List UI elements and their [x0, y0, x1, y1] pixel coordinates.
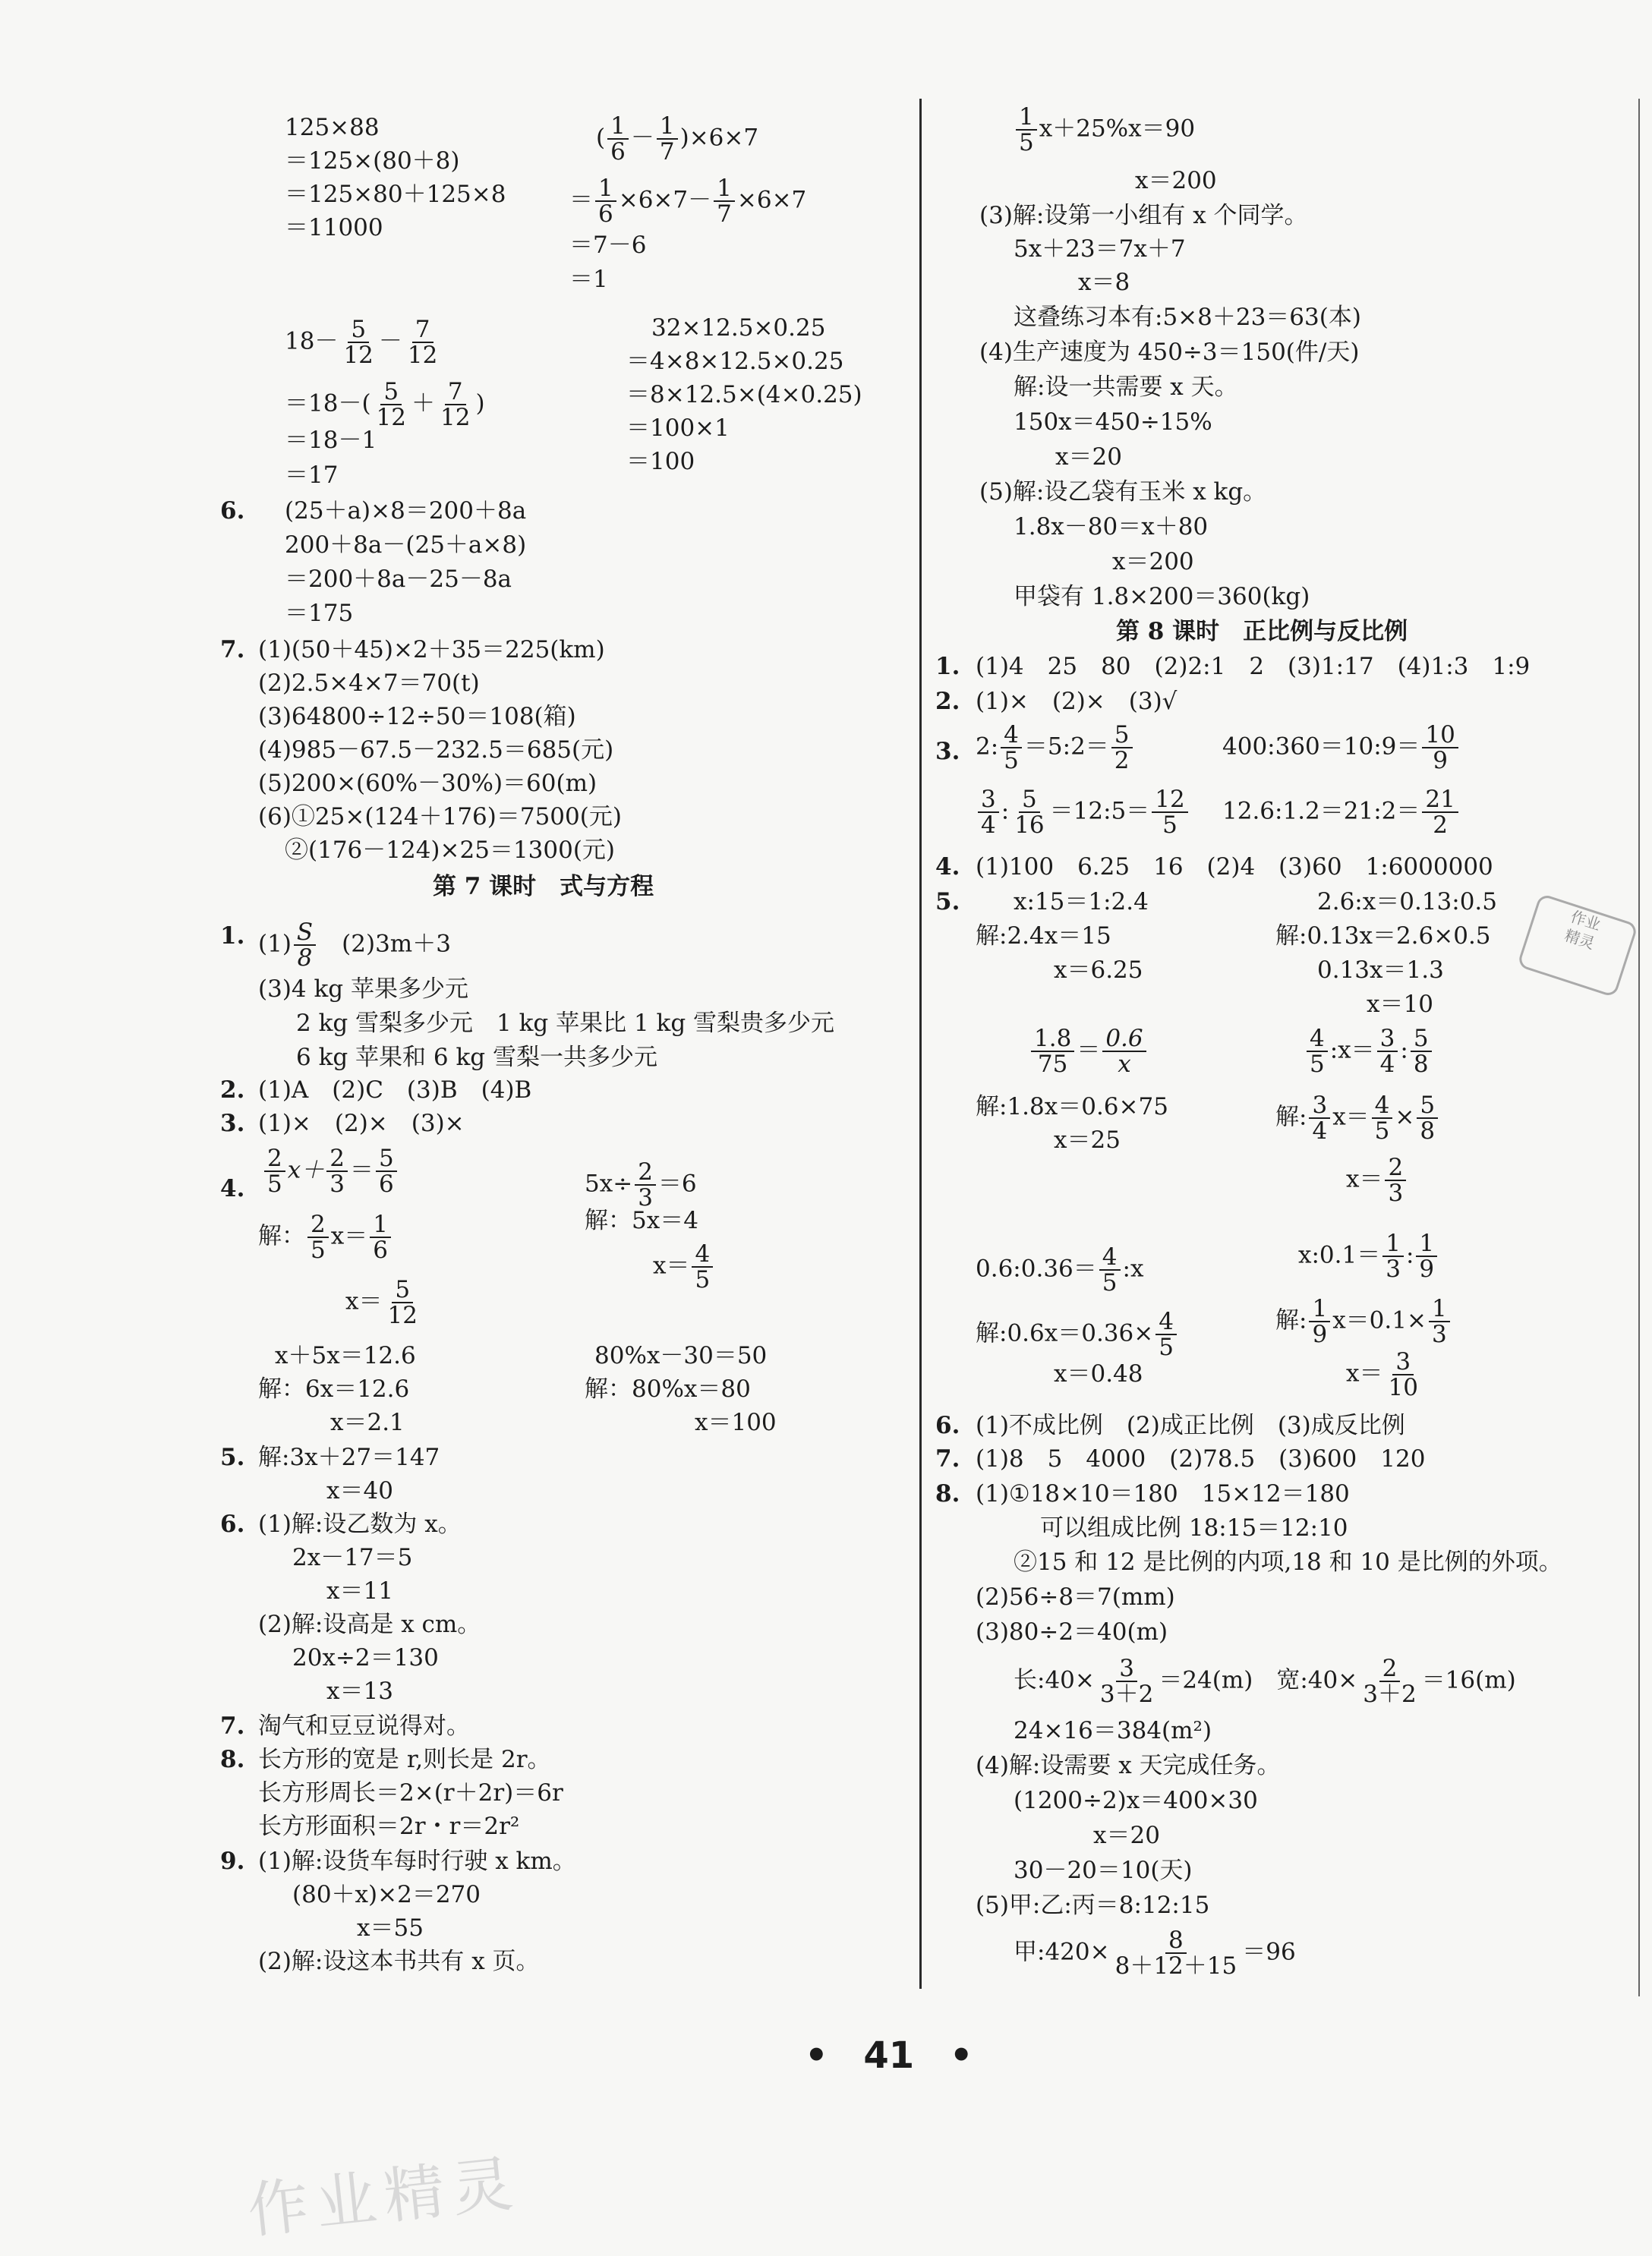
answer-line: (1)A (2)C (3)B (4)B — [258, 1076, 532, 1104]
question-number: 2. — [220, 1076, 245, 1104]
equation: x＋5x＝12.6 — [275, 1342, 416, 1369]
question-number: 1. — [220, 922, 245, 950]
answer-line: x＝13 — [326, 1678, 393, 1705]
answer-line: x＝40 — [326, 1477, 393, 1505]
section-heading: 第 8 课时 正比例与反比例 — [1116, 618, 1408, 645]
calc-line: ＝100×1 — [626, 414, 730, 442]
answer-line: (1)8 5 4000 (2)78.5 (3)600 120 — [976, 1445, 1426, 1473]
calc-line: 32×12.5×0.25 — [651, 314, 826, 342]
question-number: 6. — [220, 1511, 245, 1538]
answer-line: 可以组成比例 18:15＝12:10 — [1040, 1514, 1348, 1542]
calc-line: 125×88 — [285, 114, 380, 141]
page-number-value: 41 — [863, 2034, 915, 2077]
calc-line: ＝1 — [569, 266, 608, 293]
equation: x＝200 — [1135, 167, 1217, 194]
proportion: x＝25 — [1054, 1126, 1121, 1154]
answer-line: 这叠练习本有:5×8＋23＝63(本) — [1014, 304, 1361, 331]
answer-line: 20x÷2＝130 — [292, 1644, 439, 1672]
answer-line: (80＋x)×2＝270 — [292, 1881, 481, 1908]
answer-line: 长方形周长＝2×(r＋2r)＝6r — [258, 1779, 563, 1807]
equation: 解：6x＝12.6 — [258, 1375, 410, 1403]
equation: 5x÷ $\frac{2}{3}$ ＝6 — [585, 1158, 697, 1211]
answer-line: 长方形面积＝2r・r＝2r² — [258, 1813, 520, 1840]
answer-line: 长:40× $\frac{3}{3+2}$ ＝24(m) 宽:40× $\frac{2}{3+2}$ ＝16(m) — [1014, 1655, 1516, 1708]
calc-line: ＝8×12.5×(4×0.25) — [626, 381, 862, 408]
question-number: 5. — [935, 888, 960, 915]
ratio-line: 12.6:1.2＝21:2＝ $\frac{21}{2}$ — [1222, 787, 1461, 837]
calc-line: ＝ $\frac{1}{6}$ ×6×7－ $\frac{1}{7}$ ×6×7 — [569, 175, 807, 228]
answer-line: (1200÷2)x＝400×30 — [1014, 1787, 1258, 1814]
question-number: 6. — [220, 497, 245, 525]
answer-line: (3)解:设第一小组有 x 个同学。 — [979, 202, 1308, 229]
section-heading: 第 7 课时 式与方程 — [433, 873, 654, 900]
column-divider — [919, 99, 922, 1989]
answer-line: (25＋a)×8＝200＋8a — [285, 497, 527, 525]
answer-line: (5)甲:乙:丙＝8:12:15 — [976, 1892, 1210, 1919]
equation: 解：5x＝4 — [585, 1207, 698, 1234]
equation: 80%x－30＝50 — [594, 1342, 768, 1369]
equation: 解： $\frac{2}{5}$ x＝ $\frac{1}{6}$ — [258, 1212, 393, 1262]
answer-line: (1) $\frac{S}{8}$ (2)3m＋3 — [258, 918, 451, 972]
question-number: 7. — [935, 1445, 960, 1473]
stamp-sub: 精灵 — [1562, 925, 1597, 953]
question-number: 1. — [935, 653, 960, 680]
answer-line: 5x＋23＝7x＋7 — [1014, 235, 1186, 263]
answer-line: 30－20＝10(天) — [1014, 1857, 1193, 1884]
answer-line: 甲袋有 1.8×200＝360(kg) — [1014, 583, 1310, 610]
question-number: 8. — [220, 1746, 245, 1773]
proportion: 2.6:x＝0.13:0.5 — [1317, 888, 1497, 915]
equation: $\frac{1}{5}$ x＋25%x＝90 — [1014, 105, 1195, 155]
answer-line: (4)生产速度为 450÷3＝150(件/天) — [979, 339, 1360, 366]
ratio-line: 400:360＝10:9＝ $\frac{10}{9}$ — [1222, 723, 1461, 773]
stamp-logo — [1517, 893, 1639, 997]
equation: 解：80%x＝80 — [585, 1375, 751, 1403]
answer-line: 解:3x＋27＝147 — [258, 1444, 440, 1471]
answer-line: (4)解:设需要 x 天完成任务。 — [976, 1752, 1281, 1779]
ratio-line: 2: $\frac{4}{5}$ ＝5:2＝ $\frac{5}{2}$ — [976, 723, 1135, 773]
equation: x＝2.1 — [330, 1409, 405, 1436]
answer-line: (1)解:设乙数为 x。 — [258, 1511, 462, 1538]
answer-line: ＝200＋8a－25－8a — [285, 566, 512, 593]
answer-line: x＝200 — [1112, 548, 1194, 575]
answer-line: ②(176－124)×25＝1300(元) — [285, 837, 616, 864]
calc-line: ＝4×8×12.5×0.25 — [626, 348, 844, 375]
answer-line: x＝20 — [1055, 443, 1122, 471]
calc-line: ＝125×(80＋8) — [285, 147, 460, 175]
calc-line: ＝18－1 — [285, 427, 377, 454]
answer-line: (2)56÷8＝7(mm) — [976, 1583, 1175, 1611]
proportion: x＝ $\frac{2}{3}$ — [1346, 1155, 1408, 1205]
question-number: 9. — [220, 1848, 245, 1875]
answer-line: ＝175 — [285, 600, 354, 627]
answer-line: 淘气和豆豆说得对。 — [258, 1712, 470, 1740]
question-number: 8. — [935, 1480, 960, 1508]
proportion: x＝10 — [1367, 991, 1433, 1018]
calc-line: ( $\frac{1}{6}$ － $\frac{1}{7}$ )×6×7 — [596, 112, 759, 165]
answer-line: (2)解:设这本书共有 x 页。 — [258, 1948, 540, 1975]
answer-line: 6 kg 苹果和 6 kg 雪梨一共多少元 — [296, 1044, 657, 1071]
answer-line: (1)解:设货车每时行驶 x km。 — [258, 1848, 576, 1875]
page-number — [805, 2034, 973, 2077]
answer-line: (5)解:设乙袋有玉米 x kg。 — [979, 478, 1267, 506]
question-number: 3. — [935, 738, 960, 765]
answer-line: 200＋8a－(25＋a×8) — [285, 531, 527, 559]
proportion: 0.13x＝1.3 — [1317, 956, 1444, 984]
proportion: x＝6.25 — [1054, 956, 1143, 984]
answer-line: x＝20 — [1093, 1822, 1160, 1849]
calc-line: ＝11000 — [285, 214, 383, 241]
calc-line: ＝17 — [285, 462, 339, 489]
question-number: 3. — [220, 1110, 245, 1137]
question-number: 4. — [220, 1175, 245, 1202]
answer-line: (1)①18×10＝180 15×12＝180 — [976, 1480, 1350, 1508]
proportion: 解: $\frac{1}{9}$ x＝0.1× $\frac{1}{3}$ — [1275, 1297, 1452, 1347]
question-number: 4. — [935, 853, 960, 881]
proportion: x:0.1＝ $\frac{1}{3}$ : $\frac{1}{9}$ — [1298, 1231, 1439, 1281]
question-number: 7. — [220, 636, 245, 663]
ratio-line: $\frac{3}{4}$ : $\frac{5}{16}$ ＝12:5＝ $\frac{12}{5}$ — [976, 787, 1190, 837]
calc-line: 18－ $\frac{5}{12}$ － $\frac{7}{12}$ — [285, 316, 438, 369]
answer-line: 1.8x－80＝x＋80 — [1014, 513, 1209, 540]
answer-line: (1)100 6.25 16 (2)4 (3)60 1:6000000 — [976, 853, 1493, 881]
page-edge — [1638, 99, 1640, 1996]
answer-line: ②15 和 12 是比例的内项,18 和 10 是比例的外项。 — [1014, 1549, 1562, 1576]
answer-line: (4)985－67.5－232.5＝685(元) — [258, 736, 614, 764]
answer-line: 2 kg 雪梨多少元 1 kg 苹果比 1 kg 雪梨贵多少元 — [296, 1010, 835, 1037]
answer-line: (3)4 kg 苹果多少元 — [258, 975, 468, 1003]
equation: $\frac{2}{5}$ x＋ $\frac{2}{3}$ ＝ $\frac{5}{6}$ — [262, 1146, 399, 1196]
answer-line: x＝11 — [326, 1577, 393, 1605]
stamp-title: 作业 — [1568, 907, 1603, 934]
proportion: 解:1.8x＝0.6×75 — [976, 1093, 1168, 1120]
answer-line: (1)不成比例 (2)成正比例 (3)成反比例 — [976, 1412, 1405, 1439]
question-number: 7. — [220, 1712, 245, 1740]
answer-line: (3)80÷2＝40(m) — [976, 1618, 1168, 1646]
answer-line: (6)①25×(124＋176)＝7500(元) — [258, 803, 622, 830]
question-number: 5. — [220, 1444, 245, 1471]
question-number: 2. — [935, 688, 960, 715]
proportion: x:15＝1:2.4 — [1014, 888, 1149, 915]
bullet-left: • — [805, 2034, 828, 2077]
proportion: 解: $\frac{3}{4}$ x＝ $\frac{4}{5}$ × $\frac{5}{8}$ — [1275, 1093, 1440, 1143]
equation: x＝ $\frac{4}{5}$ — [653, 1242, 715, 1292]
answer-line: (3)64800÷12÷50＝108(箱) — [258, 703, 576, 730]
answer-line: 2x－17＝5 — [292, 1544, 413, 1571]
answer-line: 24×16＝384(m²) — [1014, 1717, 1212, 1744]
question-number: 6. — [935, 1412, 960, 1439]
proportion: 解:2.4x＝15 — [976, 922, 1111, 950]
proportion: 解:0.13x＝2.6×0.5 — [1275, 922, 1491, 950]
answer-line: (2)2.5×4×7＝70(t) — [258, 670, 480, 697]
bullet-right: • — [949, 2034, 973, 2077]
proportion: x＝0.48 — [1054, 1360, 1143, 1388]
proportion: x＝ $\frac{3}{10}$ — [1346, 1348, 1418, 1401]
equation: x＝100 — [695, 1409, 777, 1436]
answer-line: 解:设一共需要 x 天。 — [1014, 373, 1238, 401]
answer-line: 150x＝450÷15% — [1014, 408, 1212, 436]
answer-line: 长方形的宽是 r,则长是 2r。 — [258, 1746, 551, 1773]
answer-line: (1)(50＋45)×2＋35＝225(km) — [258, 636, 605, 663]
answer-line: x＝55 — [357, 1914, 424, 1942]
calc-line: ＝7－6 — [569, 232, 647, 259]
calc-line: ＝125×80＋125×8 — [285, 181, 506, 208]
calc-line: ＝100 — [626, 448, 695, 475]
answer-line: (5)200×(60%－30%)＝60(m) — [258, 770, 597, 797]
equation: x＝ $\frac{5}{12}$ — [345, 1276, 418, 1329]
answer-line: x＝8 — [1078, 269, 1130, 296]
proportion: 解:0.6x＝0.36× $\frac{4}{5}$ — [976, 1309, 1179, 1360]
proportion: $\frac{4}{5}$ :x＝ $\frac{3}{4}$ : $\frac{5}{8}$ — [1304, 1026, 1434, 1076]
answer-line: (1)4 25 80 (2)2:1 2 (3)1:17 (4)1:3 1:9 — [976, 653, 1531, 680]
proportion: 0.6:0.36＝ $\frac{4}{5}$ :x — [976, 1243, 1144, 1297]
calc-line: ＝18－( $\frac{5}{12}$ ＋ $\frac{7}{12}$ ) — [285, 378, 485, 431]
answer-line: (1)× (2)× (3)× — [258, 1110, 465, 1137]
answer-line: (2)解:设高是 x cm。 — [258, 1611, 481, 1638]
answer-line: 甲:420× $\frac{8}{8+12+15}$ ＝96 — [1014, 1927, 1296, 1980]
proportion: $\frac{1.8}{75}$ ＝ $\frac{0.6}{x}$ — [1029, 1026, 1149, 1076]
watermark: 作业精灵 — [244, 2147, 524, 2247]
answer-line: (1)× (2)× (3)√ — [976, 688, 1178, 715]
